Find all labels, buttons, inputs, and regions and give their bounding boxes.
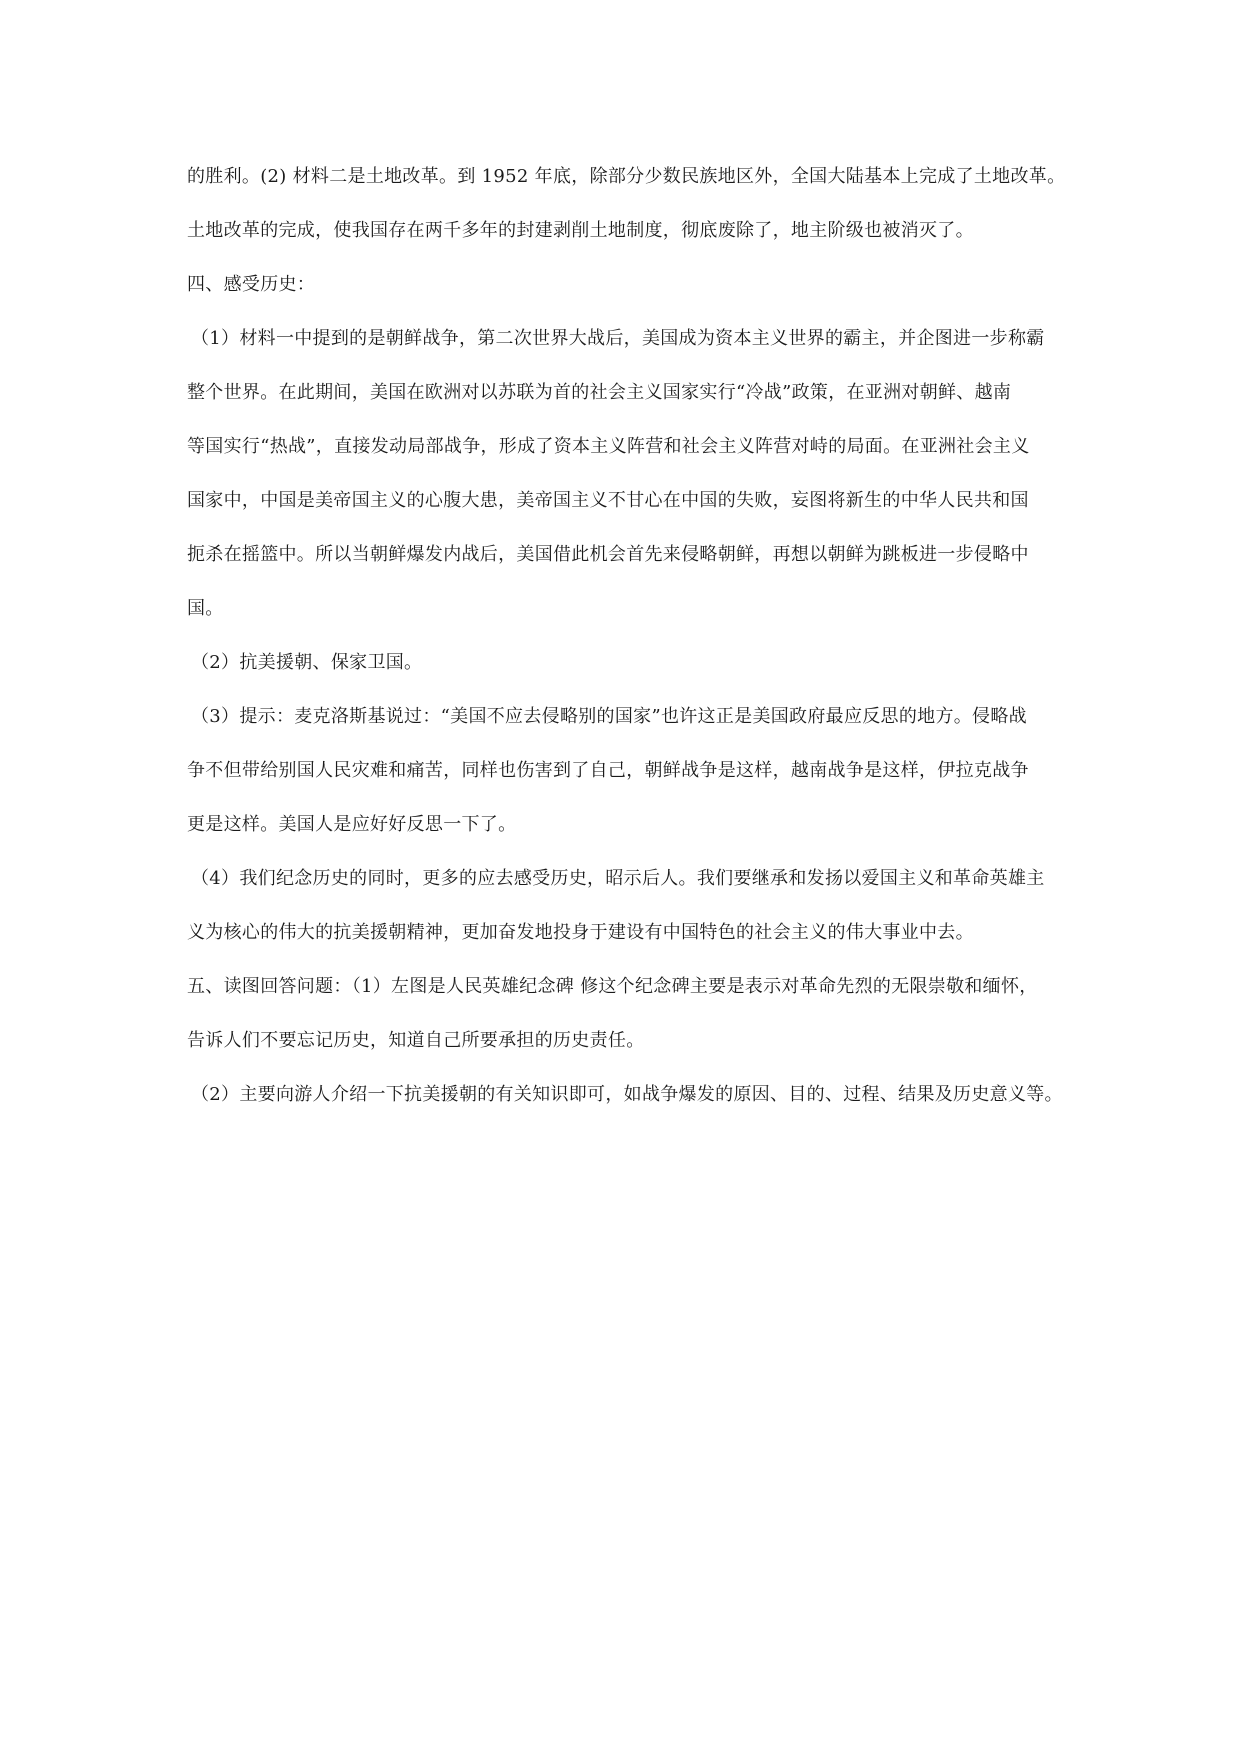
text-line: 国家中，中国是美帝国主义的心腹大患，美帝国主义不甘心在中国的失败，妄图将新生的中华人民共和国: [187, 490, 1029, 511]
text-line: 更是这样。美国人是应好好反思一下了。: [187, 814, 517, 835]
text-line: （4）我们纪念历史的同时，更多的应去感受历史，昭示后人。我们要继承和发扬以爱国主义和革命英雄主: [191, 868, 1045, 889]
section-heading: 四、感受历史：: [187, 274, 316, 295]
text-line: 告诉人们不要忘记历史，知道自己所要承担的历史责任。: [187, 1030, 645, 1051]
text-line: 的胜利。(2) 材料二是土地改革。到 1952 年底，除部分少数民族地区外，全国大陆基本上完成了土地改革。: [187, 166, 1066, 187]
section-heading: 五、读图回答问题：（1）左图是人民英雄纪念碑 修这个纪念碑主要是表示对革命先烈的无限崇敬和缅怀，: [187, 976, 1038, 997]
text-line: 争不但带给别国人民灾难和痛苦，同样也伤害到了自己，朝鲜战争是这样，越南战争是这样，伊拉克战争: [187, 760, 1029, 781]
text-line: 义为核心的伟大的抗美援朝精神，更加奋发地投身于建设有中国特色的社会主义的伟大事业中去。: [187, 922, 974, 943]
text-line: （2）主要向游人介绍一下抗美援朝的有关知识即可，如战争爆发的原因、目的、过程、结果及历史意义等。: [191, 1084, 1063, 1105]
text-line: 国。: [187, 598, 224, 619]
text-line: （2）抗美援朝、保家卫国。: [191, 652, 423, 673]
document-body: [187, 160, 1066, 1132]
text-line: 土地改革的完成，使我国存在两千多年的封建剥削土地制度，彻底废除了，地主阶级也被消灭了。: [187, 220, 974, 241]
text-line: 扼杀在摇篮中。所以当朝鲜爆发内战后，美国借此机会首先来侵略朝鲜，再想以朝鲜为跳板进一步侵略中: [187, 544, 1029, 565]
text-line: （3）提示：麦克洛斯基说过：“美国不应去侵略别的国家”也许这正是美国政府最应反思的地方。侵略战: [191, 706, 1027, 727]
text-line: 等国实行“热战”，直接发动局部战争，形成了资本主义阵营和社会主义阵营对峙的局面。在亚洲社会主义: [187, 436, 1030, 457]
text-line: 整个世界。在此期间，美国在欧洲对以苏联为首的社会主义国家实行“冷战”政策，在亚洲对朝鲜、越南: [187, 382, 1012, 403]
text-line: （1）材料一中提到的是朝鲜战争，第二次世界大战后，美国成为资本主义世界的霸主，并企图进一步称霸: [191, 328, 1045, 349]
